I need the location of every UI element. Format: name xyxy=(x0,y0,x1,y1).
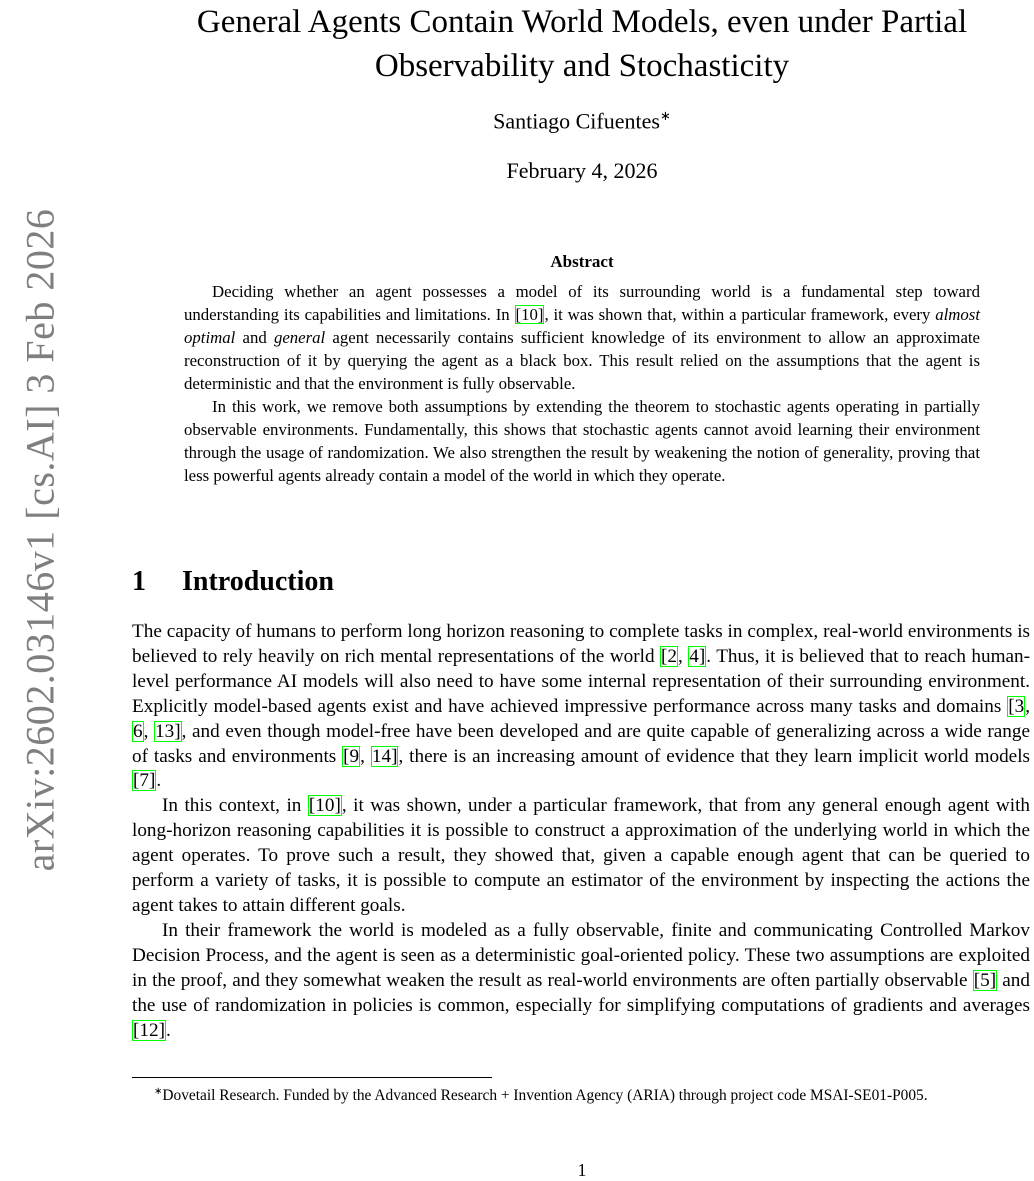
citation-link[interactable]: 13] xyxy=(155,720,181,742)
text-run: , it was shown that, within a particular framework, every xyxy=(544,305,936,324)
text-run: . Thus, it is believed that to reach human-level performance AI models will also need to have some internal representation of their surrounding environment. Explicitly model-based agents exist and have achieved impressive performance across many tasks and domains xyxy=(132,645,1031,717)
title-line-1: General Agents Contain World Models, even under Partial xyxy=(196,4,968,40)
text-run: . xyxy=(156,770,162,792)
intro-paragraph-1 xyxy=(132,620,1030,794)
footnote xyxy=(132,1082,1030,1106)
citation-link[interactable]: [5] xyxy=(973,969,997,991)
text-run: , it was shown, under a particular framework, that from any general enough agent with long-horizon reasoning capabilities it is possible to construct a approximation of the underlying world in which the agent operates. To prove such a result, they showed that, given a capable enough agent that can be queried to perform a variety of tasks, it is possible to compute an estimator of the environment by inspecting the actions the agent takes to attain different goals. xyxy=(132,795,1030,916)
abstract-paragraph-2: In this work, we remove both assumptions by extending the theorem to stochastic agents operating in partially observable environments. Fundamentally, this shows that stochastic agents cannot avoid learning their environment through the usage of randomization. We also strengthen the result by weakening the notion of generality, proving that less powerful agents already contain a model of the world in which they operate. xyxy=(184,397,980,485)
arxiv-identifier-stamp: arXiv:2602.03146v1 [cs.AI] 3 Feb 2026 xyxy=(17,208,63,872)
section-title: Introduction xyxy=(182,566,334,597)
section-number: 1 xyxy=(132,566,146,597)
intro-paragraph-3 xyxy=(132,919,1030,1044)
text-run: , xyxy=(143,720,155,742)
citation-link[interactable]: 4] xyxy=(689,645,706,667)
section-heading xyxy=(132,566,334,598)
text-run: , xyxy=(678,645,689,667)
title-line-2: Observability and Stochasticity xyxy=(374,48,790,84)
author-name xyxy=(140,108,1024,134)
text-run: and xyxy=(235,328,274,347)
paper-date: February 4, 2026 xyxy=(506,158,658,183)
text-run: Deciding whether an agent possesses a model of its surrounding world is a fundamental step toward understanding its capabilities and limitations. In xyxy=(184,282,980,324)
citation-link[interactable]: [10] xyxy=(515,305,544,324)
text-run: In this context, in xyxy=(162,795,308,817)
text-run: , xyxy=(1025,695,1030,717)
footnote-divider xyxy=(132,1077,492,1078)
text-run: and the use of randomization in policies is common, especially for simplifying computations of gradients and averages xyxy=(132,969,1030,1016)
abstract-body xyxy=(184,280,980,487)
footnote-text: Dovetail Research. Funded by the Advanced Research + Invention Agency (ARIA) through project code MSAI-SE01-P005. xyxy=(162,1087,928,1105)
citation-link[interactable]: 6 xyxy=(133,720,143,742)
citation-link[interactable]: [2 xyxy=(661,645,678,667)
introduction-body xyxy=(132,620,1030,1043)
citation-link[interactable]: [7] xyxy=(133,770,156,792)
text-run: agent necessarily contains sufficient knowledge of its environment to allow an approximate reconstruction of it by querying the agent as a black box. This result relied on the assumptions that the agent is deterministic and that the environment is fully observable. xyxy=(184,328,981,393)
citation-link[interactable]: [9 xyxy=(343,745,360,767)
text-run: , xyxy=(360,745,371,767)
author-footnote-mark[interactable]: ∗ xyxy=(659,108,671,123)
emphasis-text: general xyxy=(273,328,326,347)
text-run: , there is an increasing amount of evidence that they learn implicit world models xyxy=(398,745,1030,767)
intro-paragraph-2 xyxy=(132,794,1030,919)
citation-link[interactable]: [3 xyxy=(1008,695,1025,717)
abstract-paragraph-1 xyxy=(184,280,980,395)
abstract-heading: Abstract xyxy=(550,252,614,271)
text-run: . xyxy=(165,1019,171,1041)
citation-link[interactable]: 14] xyxy=(371,745,398,767)
author-text: Santiago Cifuentes xyxy=(493,108,660,134)
emphasis-text: almost optimal xyxy=(184,305,980,347)
citation-link[interactable]: [12] xyxy=(133,1019,165,1041)
citation-link[interactable]: [10] xyxy=(308,795,341,817)
page-number: 1 xyxy=(577,1160,587,1180)
text-run: The capacity of humans to perform long horizon reasoning to complete tasks in complex, real-world environments is believed to rely heavily on rich mental representations of the world xyxy=(132,621,1030,667)
paper-title xyxy=(140,0,1024,88)
text-run: In their framework the world is modeled as a fully observable, finite and communicating Controlled Markov Decision Process, and the agent is seen as a deterministic goal-oriented policy. These two assumptions are exploited in the proof, and they somewhat weaken the result as real-world environments are often partially observable xyxy=(132,919,1030,991)
footnote-mark: ∗ xyxy=(154,1086,163,1097)
text-run: , and even though model-free have been developed and are quite capable of generalizing across a wide range of tasks and environments xyxy=(132,720,1031,767)
